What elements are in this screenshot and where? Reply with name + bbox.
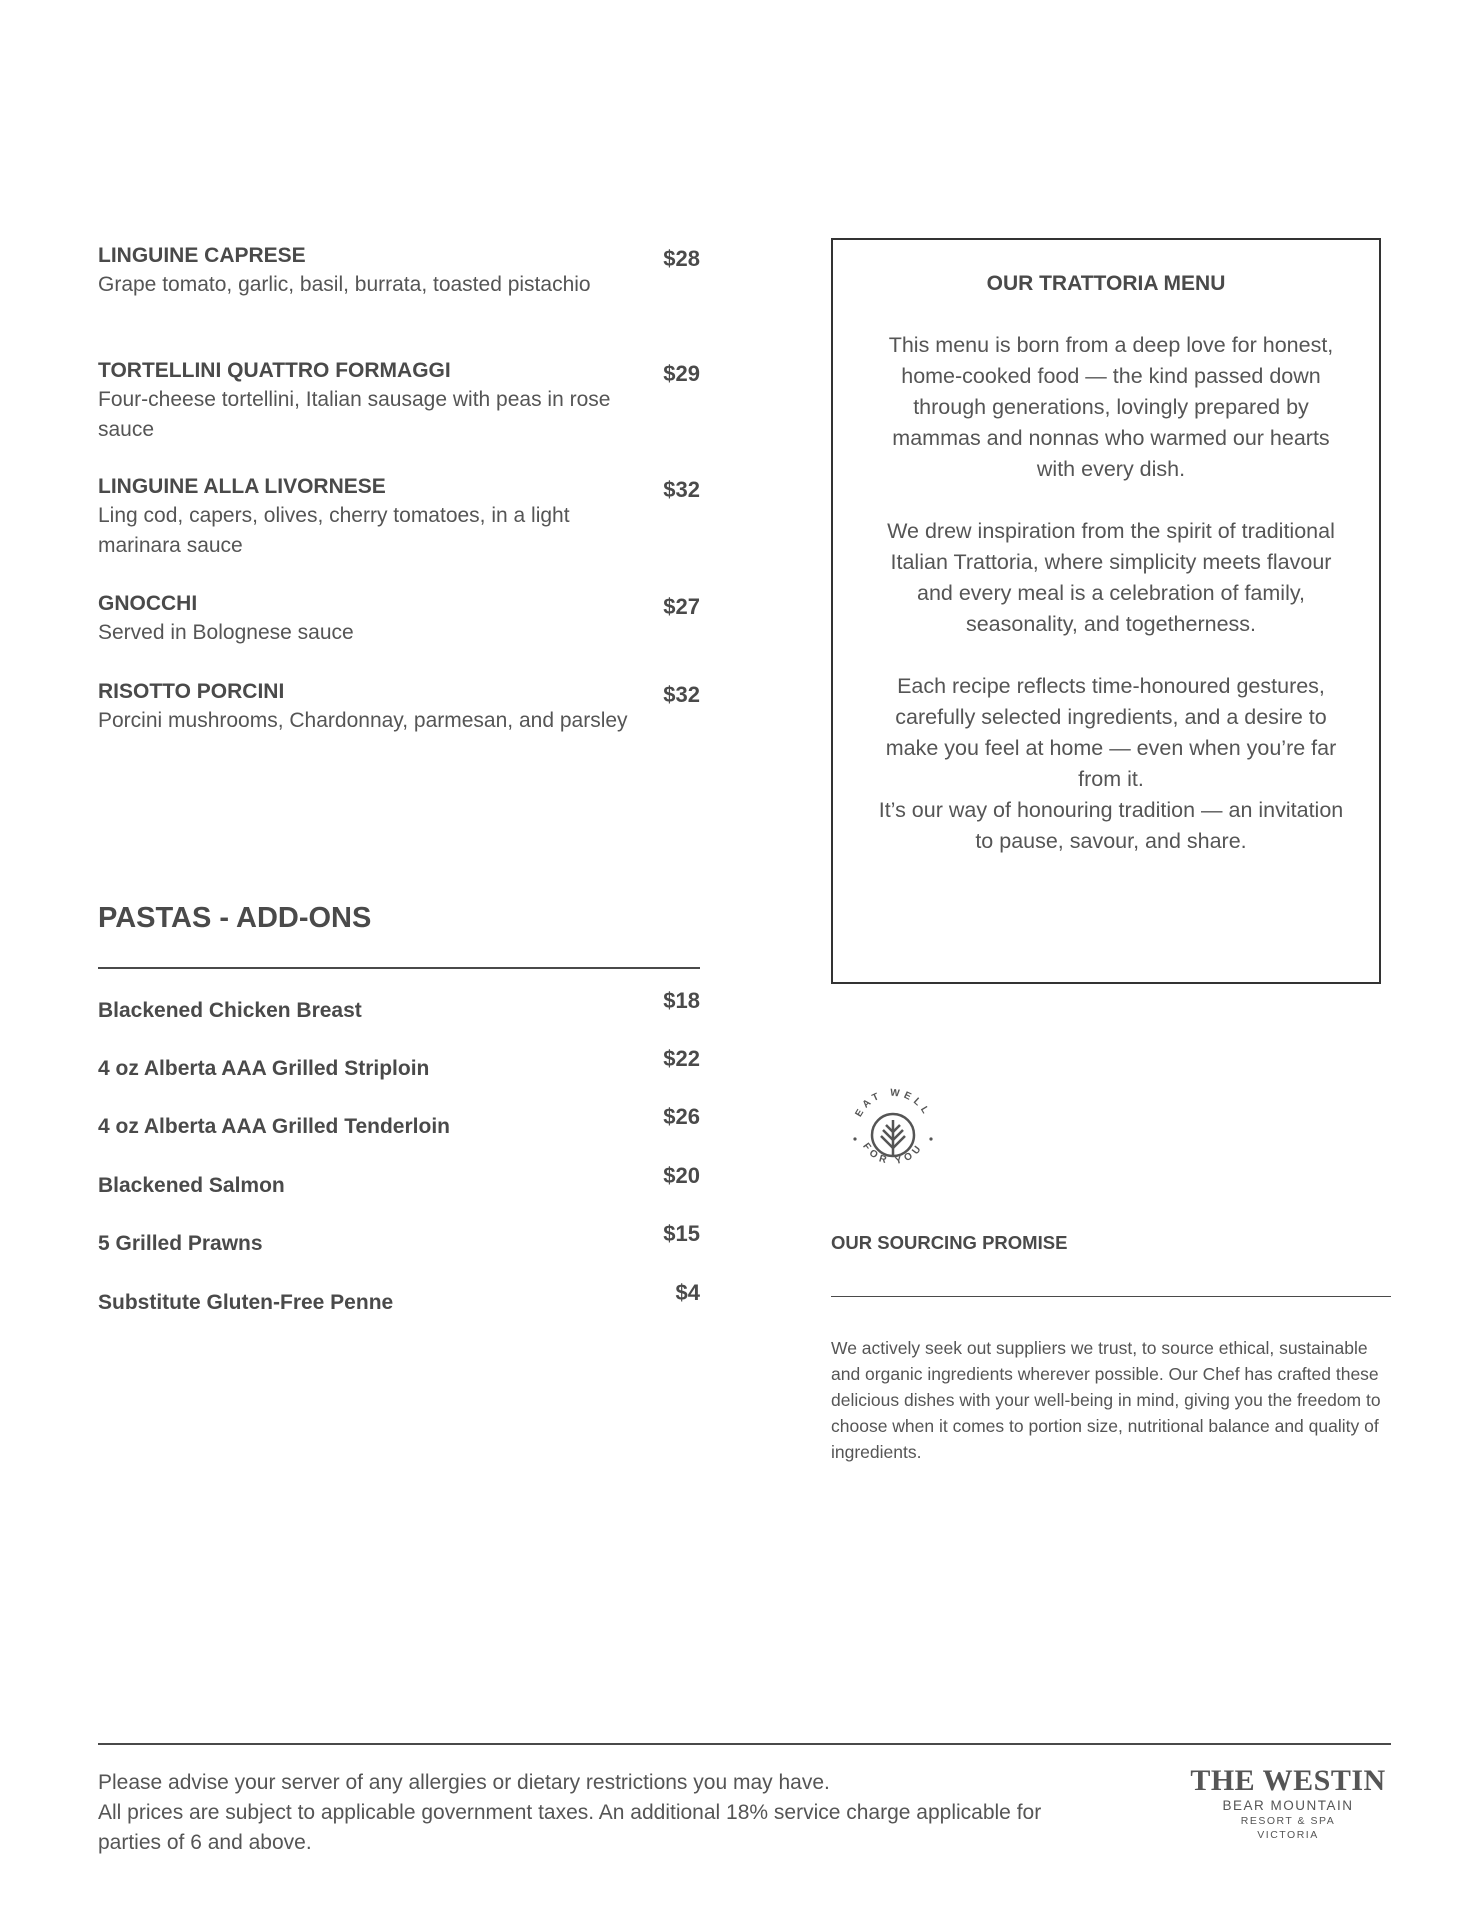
item-price: $32 — [663, 682, 700, 707]
trattoria-paragraph-4: It’s our way of honouring tradition — an invitation to pause, savour, and share. — [878, 798, 1344, 853]
eat-well-logo — [838, 1076, 948, 1186]
addon-item — [98, 1280, 700, 1318]
item-name: LINGUINE CAPRESE — [98, 244, 306, 267]
item-price: $27 — [663, 594, 700, 619]
item-description: Four-cheese tortellini, Italian sausage with peas in rose sauce — [98, 388, 611, 441]
trattoria-box — [831, 238, 1381, 984]
brand-line-1: BEAR MOUNTAIN — [1222, 1798, 1354, 1813]
addon-item — [98, 1104, 700, 1142]
sourcing-title: OUR SOURCING PROMISE — [831, 1232, 1068, 1253]
addon-name: Substitute Gluten-Free Penne — [98, 1291, 394, 1314]
logo-text-bottom: FOR YOU — [860, 1141, 926, 1168]
brand-name: THE WESTIN — [1190, 1764, 1386, 1797]
addon-name: Blackened Salmon — [98, 1174, 285, 1197]
footer-tax-note: All prices are subject to applicable government taxes. An additional 18% service charge applicable for parties of 6 and above. — [98, 1801, 1042, 1854]
menu-item-linguine-livornese — [98, 473, 700, 561]
menu-item-tortellini — [98, 357, 700, 445]
sourcing-text: We actively seek out suppliers we trust, to source ethical, sustainable and organic ingredients wherever possible. Our Chef has crafted these delicious dishes with your well-being in mind, giving you the freedom to choose when it comes to portion size, nutritional balance and quality of ingredients. — [831, 1338, 1381, 1462]
item-description: Grape tomato, garlic, basil, burrata, toasted pistachio — [98, 273, 591, 296]
westin-logo — [1188, 1764, 1388, 1841]
menu-item-gnocchi — [98, 590, 700, 648]
addons-divider — [98, 967, 700, 969]
addon-price: $15 — [663, 1221, 700, 1246]
addon-item — [98, 1163, 700, 1201]
footer-text — [98, 1768, 1078, 1858]
item-description: Ling cod, capers, olives, cherry tomatoes, in a light marinara sauce — [98, 504, 570, 557]
item-name: RISOTTO PORCINI — [98, 680, 285, 703]
addon-item — [98, 1046, 700, 1084]
logo-text-top: EAT WELL — [853, 1087, 933, 1120]
addon-item — [98, 988, 700, 1026]
brand-line-3: VICTORIA — [1257, 1829, 1319, 1841]
addon-price: $20 — [663, 1163, 700, 1188]
item-name: LINGUINE ALLA LIVORNESE — [98, 475, 386, 498]
menu-item-linguine-caprese — [98, 242, 700, 300]
addon-price: $18 — [663, 988, 700, 1013]
item-name: GNOCCHI — [98, 592, 198, 615]
trattoria-text — [873, 330, 1349, 857]
addons-title: PASTAS - ADD-ONS — [98, 902, 372, 934]
trattoria-title: OUR TRATTORIA MENU — [986, 272, 1226, 295]
addon-item — [98, 1221, 700, 1259]
trattoria-paragraph-3: Each recipe reflects time-honoured gestures, carefully selected ingredients, and a desire to make you feel at home — even when you’re far from it. — [885, 674, 1337, 791]
leaf-icon — [838, 1076, 948, 1186]
addon-price: $22 — [663, 1046, 700, 1071]
addon-name: 4 oz Alberta AAA Grilled Striploin — [98, 1057, 430, 1080]
addon-name: 5 Grilled Prawns — [98, 1232, 263, 1255]
addon-name: Blackened Chicken Breast — [98, 999, 362, 1022]
trattoria-paragraph-1: This menu is born from a deep love for honest, home-cooked food — the kind passed down through generations, lovingly prepared by mammas and nonnas who warmed our hearts with every dish. — [888, 333, 1334, 481]
item-description: Served in Bolognese sauce — [98, 621, 354, 644]
addon-price: $4 — [675, 1280, 700, 1305]
item-name: TORTELLINI QUATTRO FORMAGGI — [98, 359, 451, 382]
item-price: $29 — [663, 361, 700, 386]
footer-allergy-note: Please advise your server of any allergies or dietary restrictions you may have. — [98, 1771, 830, 1794]
footer-divider — [98, 1743, 1391, 1745]
item-price: $32 — [663, 477, 700, 502]
trattoria-paragraph-2: We drew inspiration from the spirit of traditional Italian Trattoria, where simplicity meets flavour and every meal is a celebration of family, seasonality, and togetherness. — [887, 519, 1335, 636]
sourcing-divider — [831, 1296, 1391, 1297]
menu-item-risotto-porcini — [98, 678, 700, 736]
item-description: Porcini mushrooms, Chardonnay, parmesan, and parsley — [98, 709, 628, 732]
item-price: $28 — [663, 246, 700, 271]
addon-price: $26 — [663, 1104, 700, 1129]
addon-name: 4 oz Alberta AAA Grilled Tenderloin — [98, 1115, 450, 1138]
brand-line-2: RESORT & SPA — [1240, 1815, 1336, 1827]
